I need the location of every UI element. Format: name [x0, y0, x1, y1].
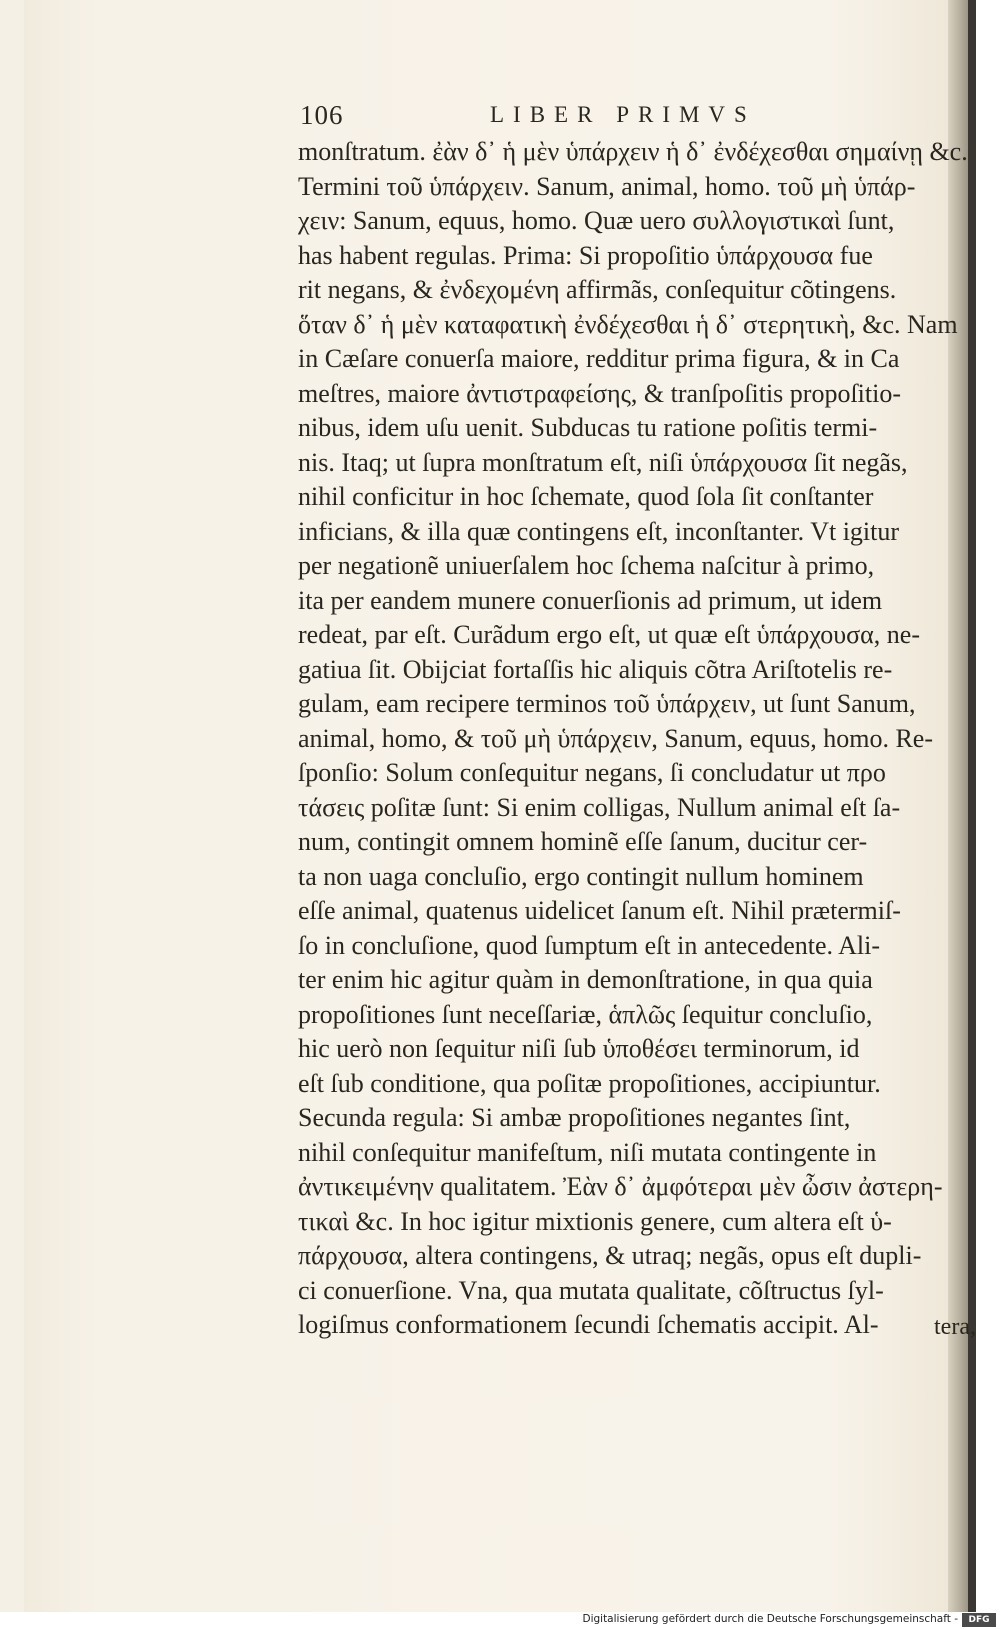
text-line: propoſitiones ſunt neceſſariæ, ἁπλῶς ſequitur concluſio, — [298, 999, 873, 1029]
page-header — [300, 100, 820, 134]
text-line: τάσεις poſitæ ſunt: Si enim colligas, Nullum animal eſt ſa- — [298, 792, 901, 822]
text-line: gatiua ſit. Obijciat fortaſſis hic aliquis cõtra Ariſtotelis re- — [298, 654, 893, 684]
text-line: rit negans, & ἐνδεχομένη affirmãs, conſequitur cõtingens. — [298, 275, 897, 304]
text-line: πάρχουσα, altera contingens, & utraq; negãs, opus eſt dupli- — [298, 1241, 922, 1270]
text-line: inficians, & illa quæ contingens eſt, inconſtanter. Vt igitur — [298, 516, 900, 546]
text-line: gulam, eam recipere terminos τοῦ ὑπάρχειν, ut ſunt Sanum, — [298, 689, 916, 718]
text-line: eſſe animal, quatenus uidelicet ſanum eſt. Nihil prætermiſ- — [298, 896, 901, 925]
text-line: in Cæſare conuerſa maiore, redditur prima figura, & in Ca — [298, 344, 900, 373]
text-line: num, contingit omnem hominẽ eſſe ſanum, ducitur cer- — [298, 827, 868, 856]
text-line: per negationẽ uniuerſalem hoc ſchema naſcitur à primo, — [298, 551, 875, 580]
text-line: nibus, idem uſu uenit. Subducas tu ratione poſitis termi- — [298, 413, 878, 442]
footer-bar — [0, 1612, 1000, 1629]
text-line: χειν: Sanum, equus, homo. Quæ uero συλλογιστικαὶ ſunt, — [298, 206, 895, 235]
text-line: ὅταν δ᾽ ἡ μὲν καταφατικὴ ἐνδέχεσθαι ἡ δ᾽ στερητικὴ, &c. Nam — [298, 309, 958, 339]
text-line: hic uerò non ſequitur niſi ſub ὑποθέσει terminorum, id — [298, 1034, 860, 1063]
text-line: redeat, par eſt. Curãdum ergo eſt, ut quæ eſt ὑπάρχουσα, ne- — [298, 620, 920, 649]
text-line: Termini τοῦ ὑπάρχειν. Sanum, animal, homo. τοῦ μὴ ὑπάρ- — [298, 171, 916, 201]
body-text — [298, 135, 982, 1343]
funding-credit: Digitalisierung gefördert durch die Deutsche Forschungsgemeinschaft - — [582, 1613, 958, 1625]
text-line: has habent regulas. Prima: Si propoſitio ὑπάρχουσα fue — [298, 240, 873, 270]
text-line: ſponſio: Solum conſequitur negans, ſi concludatur ut προ — [298, 758, 886, 787]
text-line: τικαὶ &c. In hoc igitur mixtionis genere, cum altera eſt ὑ- — [298, 1206, 892, 1236]
text-line: ter enim hic agitur quàm in demonſtratione, in qua quia — [298, 965, 873, 994]
page-number: 106 — [300, 100, 344, 130]
running-title: LIBER PRIMVS — [490, 102, 756, 127]
text-line: animal, homo, & τοῦ μὴ ὑπάρχειν, Sanum, equus, homo. Re- — [298, 723, 934, 753]
text-line: nis. Itaq; ut ſupra monſtratum eſt, niſi ὑπάρχουσα ſit negãs, — [298, 447, 908, 477]
text-line: eſt ſub conditione, qua poſitæ propoſitiones, accipiuntur. — [298, 1068, 881, 1098]
text-line: ita per eandem munere conuerſionis ad primum, ut idem — [298, 585, 883, 615]
dfg-logo: DFG — [962, 1613, 996, 1627]
catchword: tera, — [934, 1314, 976, 1340]
text-line: Secunda regula: Si ambæ propoſitiones negantes ſint, — [298, 1103, 851, 1132]
text-line: meſtres, maiore ἀντιστραφείσης, & tranſpoſitis propoſitio- — [298, 378, 902, 408]
text-line: ἀντικειμένην qualitatem. Ἐὰν δ᾽ ἀμφότεραι μὲν ὦσιν ἀστερη- — [298, 1172, 943, 1201]
text-line: monſtratum. ἐὰν δ᾽ ἡ μὲν ὑπάρχειν ἡ δ᾽ ἐνδέχεσθαι σημαίνῃ &c. — [298, 137, 968, 166]
text-line: logiſmus conformationem ſecundi ſchematis accipit. Al- — [298, 1310, 879, 1339]
text-line: ta non uaga concluſio, ergo contingit nullum hominem — [298, 861, 864, 891]
text-line: nihil conficitur in hoc ſchemate, quod ſola ſit conſtanter — [298, 482, 874, 511]
text-line: ſo in concluſione, quod ſumptum eſt in antecedente. Ali- — [298, 930, 880, 960]
text-line: nihil conſequitur manifeſtum, niſi mutata contingente in — [298, 1137, 877, 1167]
text-line: ci conuerſione. Vna, qua mutata qualitate, cõſtructus ſyl- — [298, 1275, 884, 1305]
